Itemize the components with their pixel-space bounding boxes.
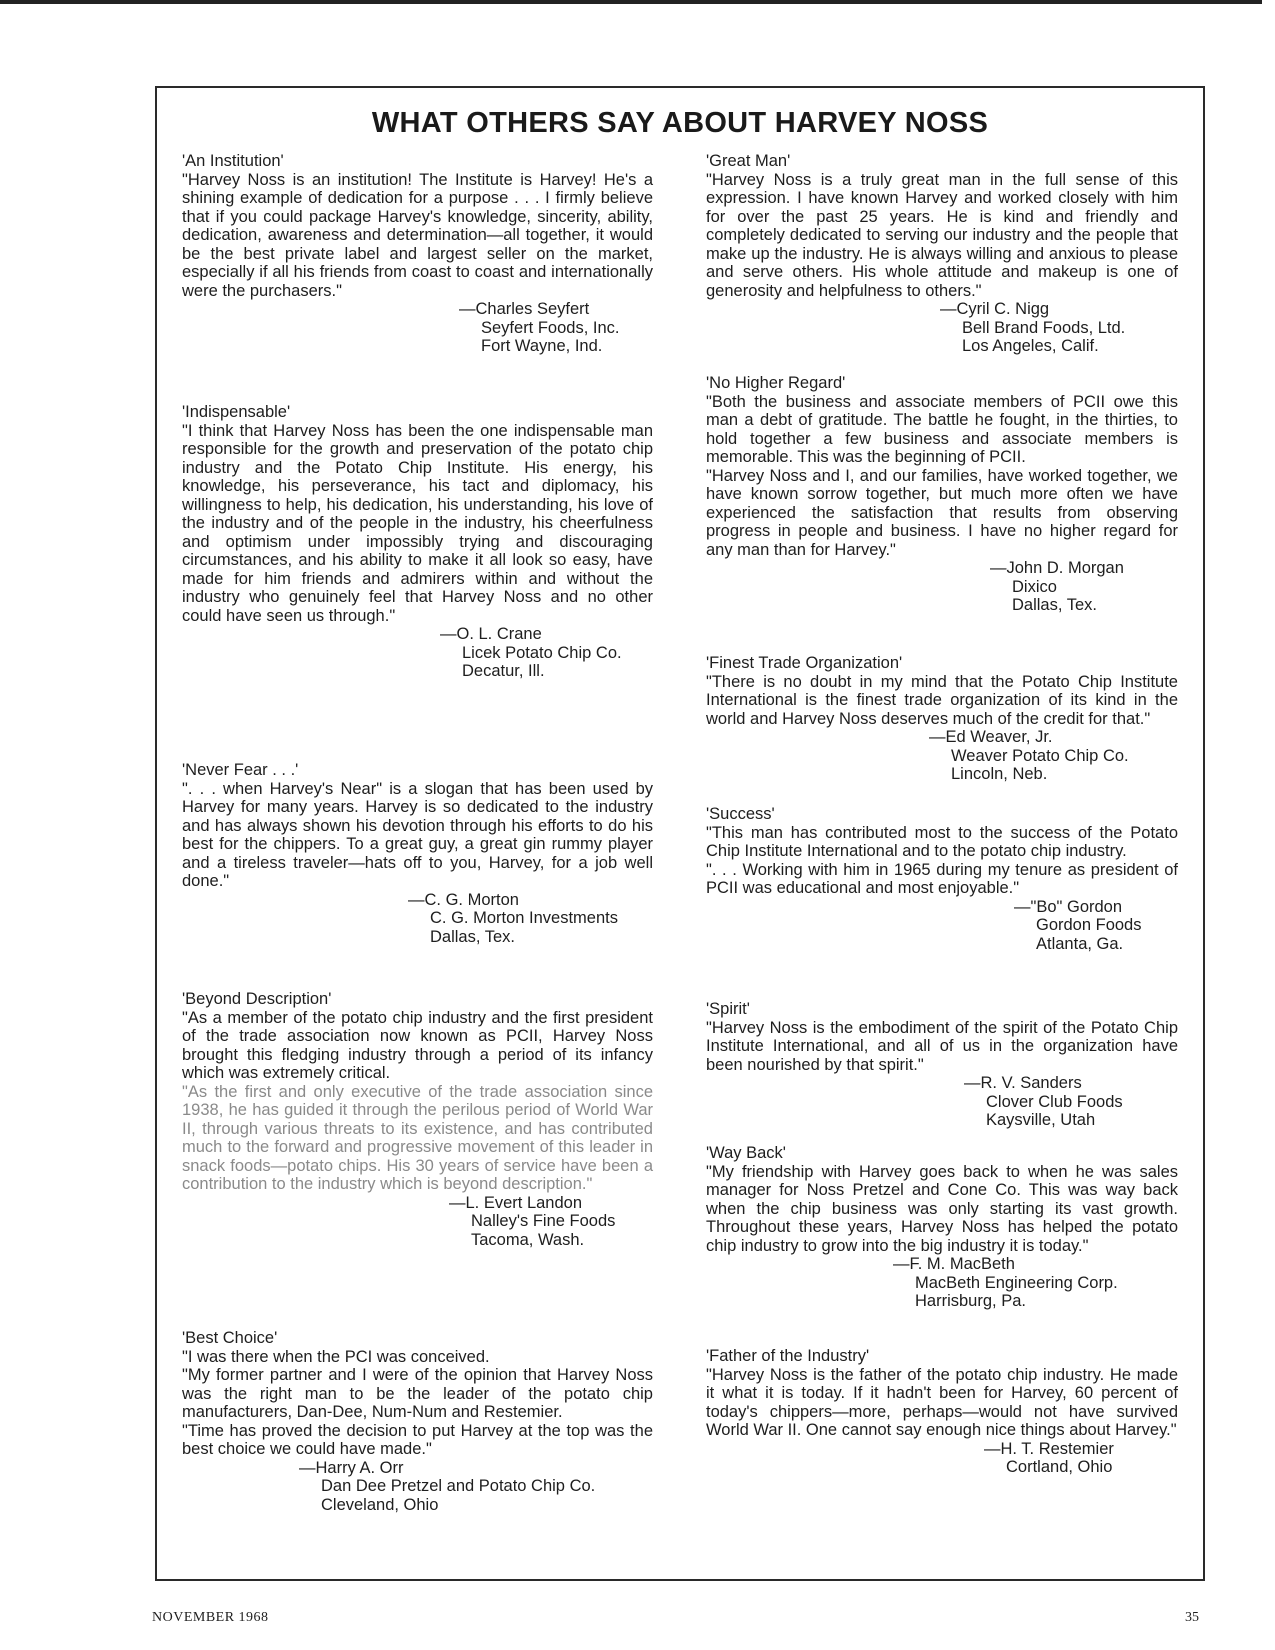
- quote-heading: 'Indispensable': [182, 403, 291, 421]
- page-title: WHAT OTHERS SAY ABOUT HARVEY NOSS: [371, 107, 989, 139]
- quote-finest-trade-organization: [706, 654, 1178, 792]
- quote-text: "I was there when the PCI was conceived.: [182, 1347, 490, 1366]
- attribution-name: —C. G. Morton: [408, 890, 519, 909]
- quote-way-back: [706, 1144, 1178, 1331]
- attribution-name: —Ed Weaver, Jr.: [929, 728, 1053, 746]
- attribution-company: Bell Brand Foods, Ltd.: [962, 318, 1126, 337]
- attribution-company: Clover Club Foods: [986, 1092, 1123, 1111]
- quote-text: "I think that Harvey Noss has been the one indispensable man responsible for the growth and preservation of the potato chip industry and the Potato Chip Institute. His energy, his knowledge, his perseverance, his tact and diplomacy, his willingness to help, his dedication, his understanding, his love of the industry and of the people in the industry, his cheerfulness and optimism under impossibly trying and discouraging circumstances, and his ability to make it all look so easy, have made for him friends and admirers within and without the industry who genuinely feel that Harvey Noss and no other could have seen us through.": [182, 421, 653, 625]
- quote-great-man: [706, 152, 1178, 365]
- attribution-location: Tacoma, Wash.: [471, 1230, 585, 1249]
- quote-text: "Time has proved the decision to put Harvey at the top was the best choice we could have made.": [182, 1421, 653, 1458]
- attribution-name: —Harry A. Orr: [299, 1458, 404, 1477]
- quote-father-of-the-industry: [706, 1347, 1178, 1477]
- quote-attribution: [706, 898, 1178, 954]
- quote-text: "My friendship with Harvey goes back to when he was sales manager for Noss Pretzel and Cone Co. This was way back when the chip business was only starting its vast growth. Throughout these years, Harvey Noss has helped the potato chip industry to grow into the big industry it is today.": [706, 1162, 1178, 1255]
- attribution-company: Dan Dee Pretzel and Potato Chip Co.: [321, 1477, 596, 1495]
- attribution-name: —H. T. Restemier: [984, 1439, 1114, 1458]
- attribution-location: Atlanta, Ga.: [1036, 934, 1124, 953]
- attribution-location: Dallas, Tex.: [430, 927, 515, 946]
- attribution-name: —Cyril C. Nigg: [940, 300, 1050, 318]
- attribution-location: Cortland, Ohio: [1006, 1458, 1113, 1476]
- quote-heading: 'Finest Trade Organization': [706, 654, 903, 672]
- attribution-location: Kaysville, Utah: [986, 1111, 1096, 1129]
- attribution-company: Nalley's Fine Foods: [471, 1212, 616, 1230]
- attribution-company: Dixico: [1012, 577, 1057, 596]
- quote-heading: 'Great Man': [706, 152, 791, 170]
- attribution-name: —L. Evert Landon: [449, 1193, 582, 1212]
- quote-text: "There is no doubt in my mind that the Potato Chip Institute International is the finest trade organization of its kind in the world and Harvey Noss deserves much of the credit for that.": [706, 672, 1178, 728]
- quote-attribution: [706, 728, 1178, 784]
- quote-never-fear: [182, 761, 653, 956]
- attribution-name: —Charles Seyfert: [459, 300, 590, 318]
- quote-attribution: [706, 1074, 1178, 1130]
- quote-best-choice: [182, 1329, 653, 1514]
- quote-attribution: [706, 1255, 1178, 1311]
- quote-text: ". . . when Harvey's Near" is a slogan that has been used by Harvey for many years. Harvey is so dedicated to the industry and has always shown his devotion through his efforts to do his best for the chippers. To a great guy, a great gin rummy player and a tireless traveler—hats off to you, Harvey, for a job well done.": [182, 779, 653, 890]
- attribution-name: —F. M. MacBeth: [893, 1255, 1015, 1273]
- attribution-company: Weaver Potato Chip Co.: [951, 746, 1129, 765]
- attribution-location: Cleveland, Ohio: [321, 1495, 439, 1514]
- quote-text: "Harvey Noss and I, and our families, have worked together, we have known sorrow together, but much more often we have experienced the satisfaction that results from observing progress in people and business. I have no higher regard for any man than for Harvey.": [706, 466, 1178, 559]
- quote-an-institution: [182, 152, 653, 380]
- quote-text: "As a member of the potato chip industry and the first president of the trade association now known as PCII, Harvey Noss brought this fledging industry through a period of its infancy which was extremely critical.: [182, 1008, 653, 1082]
- quote-no-higher-regard: [706, 374, 1178, 644]
- quote-success: [706, 805, 1178, 980]
- attribution-name: —John D. Morgan: [990, 559, 1124, 577]
- attribution-location: Decatur, Ill.: [462, 662, 545, 680]
- attribution-location: Fort Wayne, Ind.: [481, 337, 603, 355]
- attribution-location: Harrisburg, Pa.: [915, 1292, 1026, 1310]
- quote-text: "My former partner and I were of the opinion that Harvey Noss was the right man to be the leader of the potato chip manufacturers, Dan-Dee, Num-Num and Restemier.: [182, 1366, 653, 1421]
- attribution-name: —R. V. Sanders: [964, 1074, 1082, 1092]
- attribution-location: Los Angeles, Calif.: [962, 337, 1099, 355]
- quote-text: "This man has contributed most to the success of the Potato Chip Institute International and to the potato chip industry.: [706, 823, 1178, 860]
- page-number: 35: [1185, 1610, 1199, 1625]
- attribution-location: Lincoln, Neb.: [951, 765, 1048, 783]
- quote-attribution: [182, 1194, 653, 1250]
- left-column: [182, 152, 653, 1514]
- quote-heading: 'No Higher Regard': [706, 374, 846, 392]
- quote-attribution: [706, 300, 1178, 356]
- quote-text: "Harvey Noss is the father of the potato chip industry. He made it what it is today. If it hadn't been for Harvey, 60 percent of today's chippers—more, perhaps—would not have survived World War II. One cannot say enough nice things about Harvey.": [706, 1365, 1178, 1439]
- quote-spirit: [706, 1000, 1178, 1137]
- quote-text: ". . . Working with him in 1965 during my tenure as president of PCII was educational and most enjoyable.": [706, 860, 1178, 897]
- quote-heading: 'An Institution': [182, 152, 284, 170]
- quote-heading: 'Way Back': [706, 1144, 786, 1162]
- quote-text: "Harvey Noss is the embodiment of the spirit of the Potato Chip Institute International, and all of us in the organization have been nourished by that spirit.": [706, 1018, 1178, 1074]
- quote-attribution: [182, 625, 653, 681]
- quote-text: "Both the business and associate members of PCII owe this man a debt of gratitude. The battle he fought, in the thirties, to hold together a few business and associate members is memorable. This was the beginning of PCII.: [706, 392, 1178, 466]
- quote-attribution: [182, 1459, 653, 1515]
- quote-text: "Harvey Noss is an institution! The Institute is Harvey! He's a shining example of dedication for a purpose . . . I firmly believe that if you could package Harvey's knowledge, sincerity, ability, dedication, awareness and determination—all together, it would be the best private label and largest seller on the market, especially if all his friends from coast to coast and internationally were the purchasers.": [182, 170, 653, 300]
- quote-heading: 'Best Choice': [182, 1329, 278, 1347]
- quote-attribution: [706, 1440, 1178, 1477]
- quote-heading: 'Father of the Industry': [706, 1347, 870, 1365]
- quote-heading: 'Spirit': [706, 1000, 750, 1018]
- quote-attribution: [706, 559, 1178, 615]
- attribution-company: C. G. Morton Investments: [430, 909, 618, 927]
- quote-heading: 'Never Fear . . .': [182, 761, 299, 779]
- attribution-name: —O. L. Crane: [440, 625, 542, 643]
- attribution-location: Dallas, Tex.: [1012, 596, 1097, 614]
- attribution-company: Licek Potato Chip Co.: [462, 643, 622, 662]
- quote-indispensable: [182, 403, 653, 729]
- quote-attribution: [182, 300, 653, 356]
- attribution-company: Seyfert Foods, Inc.: [481, 318, 620, 337]
- quote-attribution: [182, 891, 653, 947]
- right-column: [706, 152, 1178, 1477]
- attribution-company: Gordon Foods: [1036, 916, 1142, 934]
- attribution-name: —"Bo" Gordon: [1014, 897, 1123, 916]
- quote-heading: 'Beyond Description': [182, 990, 332, 1008]
- top-rule: [0, 0, 1262, 4]
- quote-beyond-description: [182, 990, 653, 1300]
- attribution-company: MacBeth Engineering Corp.: [915, 1273, 1118, 1292]
- quote-heading: 'Success': [706, 805, 775, 823]
- issue-date: NOVEMBER 1968: [152, 1610, 269, 1625]
- quote-text: "As the first and only executive of the trade association since 1938, he has guided it through the perilous period of World War II, through various threats to its existence, and has contributed much to the forward and progressive movement of this leader in snack foods—potato chips. His 30 years of service have been a contribution to the industry which is beyond description.": [182, 1082, 653, 1193]
- quote-text: "Harvey Noss is a truly great man in the full sense of this expression. I have known Harvey and worked closely with him for over the past 25 years. He is kind and friendly and completely dedicated to serving our industry and the people that make up the industry. He is always willing and anxious to please and serve others. His whole attitude and makeup is one of generosity and helpfulness to others.": [706, 170, 1178, 300]
